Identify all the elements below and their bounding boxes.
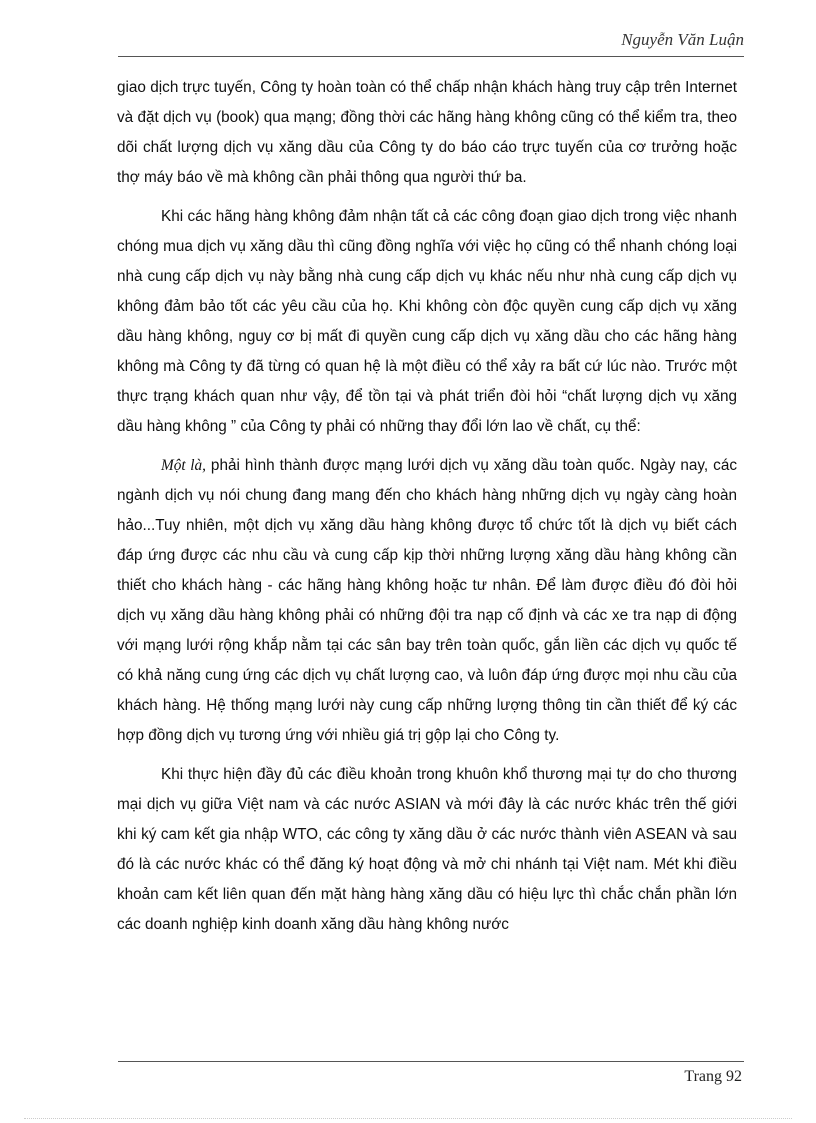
header-author: Nguyễn Văn Luận: [621, 30, 744, 49]
paragraph-1: giao dịch trực tuyến, Công ty hoàn toàn có thể chấp nhận khách hàng truy cập trên Internet và đặt dịch vụ (book) qua mạng; đồng thời các hãng hàng không cũng có thể kiểm tra, theo dõi chất lượng dịch vụ xăng dầu của Công ty do báo cáo trực tuyến của cơ trưởng hoặc thợ máy báo về mà không cần phải thông qua người thứ ba.: [117, 79, 737, 186]
footer-divider: [118, 1061, 744, 1062]
paragraph-2: Khi các hãng hàng không đảm nhận tất cả các công đoạn giao dịch trong việc nhanh chóng mua dịch vụ xăng dầu thì cũng đồng nghĩa với việc họ cũng có thể nhanh chóng loại nhà cung cấp dịch vụ này bằng nhà cung cấp dịch vụ khác nếu như nhà cung cấp dịch vụ không đảm bảo tốt các yêu cầu của họ. Khi không còn độc quyền cung cấp dịch vụ xăng dầu hàng không, nguy cơ bị mất đi quyền cung cấp dịch vụ xăng dầu cho các hãng hàng không mà Công ty đã từng có quan hệ là một điều có thể xảy ra bất cứ lúc nào. Trước một thực trạng khách quan như vậy, để tồn tại và phát triển đòi hỏi “chất lượng dịch vụ xăng dầu hàng không ” của Công ty phải có những thay đổi lớn lao về chất, cụ thể:: [117, 208, 737, 435]
paragraph-3: [117, 451, 737, 751]
page-number: Trang 92: [684, 1068, 742, 1085]
paragraph-4: Khi thực hiện đầy đủ các điều khoản trong khuôn khổ thương mại tự do cho thương mại dịch vụ giữa Việt nam và các nước ASIAN và mới đây là các nước khác trên thế giới khi ký cam kết gia nhập WTO, các công ty xăng dầu ở các nước thành viên ASEAN và sau đó là các nước khác có thể đăng ký hoạt động và mở chi nhánh tại Việt nam. Mét khi điều khoản cam kết liên quan đến mặt hàng hàng xăng dầu có hiệu lực thì chắc chắn phần lớn các doanh nghiệp kinh doanh xăng dầu hàng không nước: [117, 766, 737, 933]
header-divider: [118, 56, 744, 57]
paragraph-3-text: phải hình thành được mạng lưới dịch vụ xăng dầu toàn quốc. Ngày nay, các ngành dịch vụ nói chung đang mang đến cho khách hàng những dịch vụ ngày càng hoàn hảo...Tuy nhiên, một dịch vụ xăng dầu hàng không được tổ chức tốt là dịch vụ biết cách đáp ứng được các nhu cầu và cung cấp kịp thời những lượng xăng dầu hàng không cần thiết cho khách hàng - các hãng hàng không hoặc tư nhân. Để làm được điều đó đòi hỏi dịch vụ xăng dầu hàng không phải có những đội tra nạp cố định và các xe tra nạp di động với mạng lưới rộng khắp nằm tại các sân bay trên toàn quốc, gắn liền các dịch vụ quốc tế có khả năng cung ứng các dịch vụ chất lượng cao, và luôn đáp ứng được mọi nhu cầu của khách hàng. Hệ thống mạng lưới này cung cấp những lượng thông tin cần thiết để ký các hợp đồng dịch vụ tương ứng với nhiều giá trị gộp lại cho Công ty.: [117, 457, 737, 744]
paragraph-3-lead: Một là,: [161, 457, 206, 474]
page-edge: [24, 1118, 792, 1119]
document-body: [117, 73, 737, 949]
